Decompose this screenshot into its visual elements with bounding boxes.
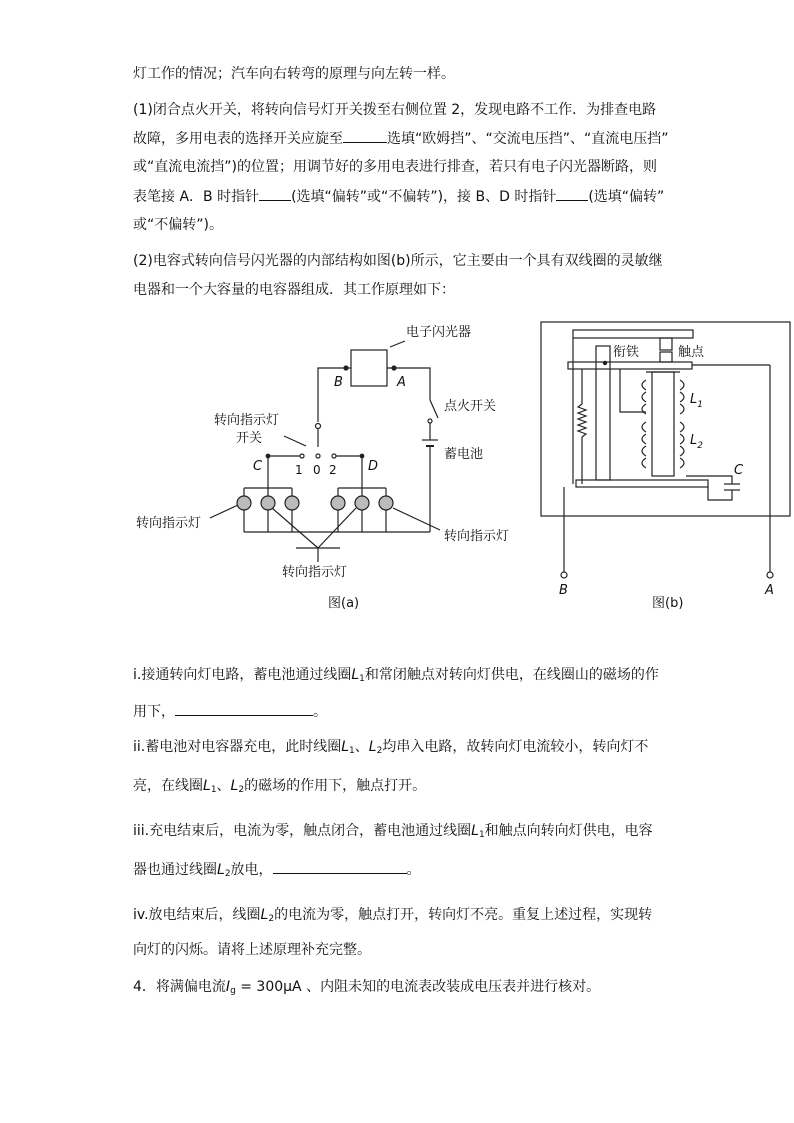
label-C: C — [253, 459, 263, 474]
math-sub: 2 — [224, 869, 231, 879]
switch-label-1: 转向指示灯 — [214, 413, 280, 428]
text-span: 器也通过线圈 — [133, 862, 217, 878]
coil-core — [652, 372, 674, 476]
text-span: 4．将满偏电流 — [133, 979, 226, 995]
text-span: 的电流为零，触点打开，转向灯不亮。重复上述过程，实现转 — [274, 907, 653, 923]
step-iii-line1 — [133, 821, 653, 845]
text-line: 灯工作的情况；汽车向右转弯的原理与向左转一样。 — [133, 66, 455, 82]
text-span: ii.蓄电池对电容器充电，此时线圈 — [133, 739, 342, 755]
flasher-label: 电子闪光器 — [406, 325, 472, 340]
lamp-label-right: 转向指示灯 — [444, 529, 510, 544]
switch-label-2: 开关 — [236, 431, 263, 446]
text-span: 均串入电路，故转向灯电流较小，转向灯不 — [382, 739, 649, 755]
math-sub: 1 — [478, 830, 485, 840]
math-sub: 1 — [210, 785, 217, 795]
caption-a: 图(a) — [328, 596, 360, 611]
L1-label: $L_1$ — [690, 392, 703, 410]
L2-label: $L_2$ — [690, 433, 703, 451]
math-L: L — [230, 778, 239, 794]
lamp-label-left: 转向指示灯 — [136, 516, 202, 531]
text-span: 选填“欧姆挡”、“交流电压挡”、“直流电压挡” — [387, 131, 669, 147]
text-line: 或“直流电流挡”)的位置；用调节好的多用电表进行排查，若只有电子闪光器断路，则 — [133, 159, 657, 175]
question-4 — [133, 977, 600, 1001]
text-span: 放电， — [230, 862, 273, 878]
math-sub: g — [230, 986, 236, 996]
step-i-line2 — [133, 701, 327, 722]
battery-label: 蓄电池 — [444, 447, 484, 462]
math-sub: 2 — [268, 914, 275, 924]
answer-blank[interactable] — [175, 701, 313, 716]
armature — [596, 346, 610, 480]
math-L: L — [341, 739, 350, 755]
armature-label: 衔铁 — [613, 345, 640, 360]
text-span: iv.放电结束后，线圈 — [133, 907, 261, 923]
text-span: (选填“偏转” — [588, 189, 665, 205]
terminal-A — [767, 572, 773, 578]
label-A: A — [765, 583, 774, 598]
math-L: L — [471, 823, 479, 839]
text-span: i.接通转向灯电路，蓄电池通过线圈 — [133, 667, 352, 683]
label-D: D — [368, 459, 379, 474]
text-line: 或“不偏转”)。 — [133, 217, 223, 233]
pos-1-label: 1 — [295, 463, 303, 477]
step-iii-line2 — [133, 859, 421, 884]
text-span: 和常闭触点对转向灯供电，在线圈山的磁场的作 — [364, 667, 659, 683]
text-span: 用下， — [133, 704, 175, 720]
contact-lower — [660, 352, 672, 362]
math-L: L — [351, 667, 360, 683]
ignition-label: 点火开关 — [444, 399, 497, 414]
wire — [708, 487, 732, 500]
math-sub: 1 — [359, 674, 365, 684]
math-sub: 2 — [376, 746, 383, 756]
C-label: C — [734, 463, 744, 478]
wire — [620, 369, 646, 412]
text-span: 的磁场的作用下，触点打开。 — [244, 778, 427, 794]
text-span: iii.充电结束后，电流为零，触点闭合，蓄电池通过线圈 — [133, 823, 472, 839]
lamp-label-bottom: 转向指示灯 — [282, 565, 348, 580]
text-span: 。 — [406, 862, 421, 878]
text-span: 亮，在线圈 — [133, 778, 203, 794]
text-span: 。 — [313, 704, 327, 720]
contact-upper — [660, 338, 672, 350]
step-ii-line1 — [133, 737, 648, 761]
coil-winding-right — [680, 380, 684, 468]
math-L: L — [203, 778, 211, 794]
step-iv-line2: 向灯的闪烁。请将上述原理补充完整。 — [133, 942, 371, 958]
math-L: L — [217, 862, 225, 878]
coil-winding-left — [642, 380, 646, 468]
text-line: (2)电容式转向信号闪光器的内部结构如图(b)所示，它主要由一个具有双线圈的灵敏继 — [133, 253, 663, 269]
label-A: A — [397, 375, 406, 390]
text-span: 表笔接 A．B 时指针 — [133, 189, 260, 205]
math-L: L — [260, 907, 269, 923]
math-I: I — [225, 979, 231, 995]
armature-arm — [568, 362, 692, 369]
text-span: 、 — [354, 739, 369, 755]
pos-2-label: 2 — [329, 463, 337, 477]
text-span: 和触点向转向灯供电，电容 — [484, 823, 653, 839]
spring — [578, 404, 586, 437]
math-sub: 2 — [238, 785, 245, 795]
label-B: B — [559, 583, 568, 598]
answer-blank[interactable] — [273, 859, 407, 874]
label-B: B — [334, 375, 343, 390]
text-span: 、 — [216, 778, 231, 794]
step-ii-line2 — [133, 776, 426, 800]
top-bar — [573, 330, 693, 338]
text-span: 故障，多用电表的选择开关应旋至 — [133, 131, 343, 147]
text-line: (1)闭合点火开关，将转向信号灯开关拨至右侧位置 2，发现电路不工作．为排查电路 — [133, 102, 657, 118]
text-span: (选填“偏转”或“不偏转”)，接 B、D 时指针 — [291, 189, 557, 205]
terminal-B — [561, 572, 567, 578]
math-sub: 1 — [349, 746, 355, 756]
text-line: 电器和一个大容量的电容器组成．其工作原理如下： — [133, 282, 455, 298]
step-iv-line1 — [133, 905, 652, 929]
text-span: = 300μA 、内阻未知的电流表改装成电压表并进行核对。 — [235, 979, 601, 995]
base-bar — [576, 480, 708, 487]
math-L: L — [368, 739, 377, 755]
caption-b: 图(b) — [652, 596, 684, 611]
contact-label: 触点 — [678, 345, 705, 360]
pos-0-label: 0 — [313, 463, 321, 477]
step-i-line1 — [133, 665, 659, 689]
